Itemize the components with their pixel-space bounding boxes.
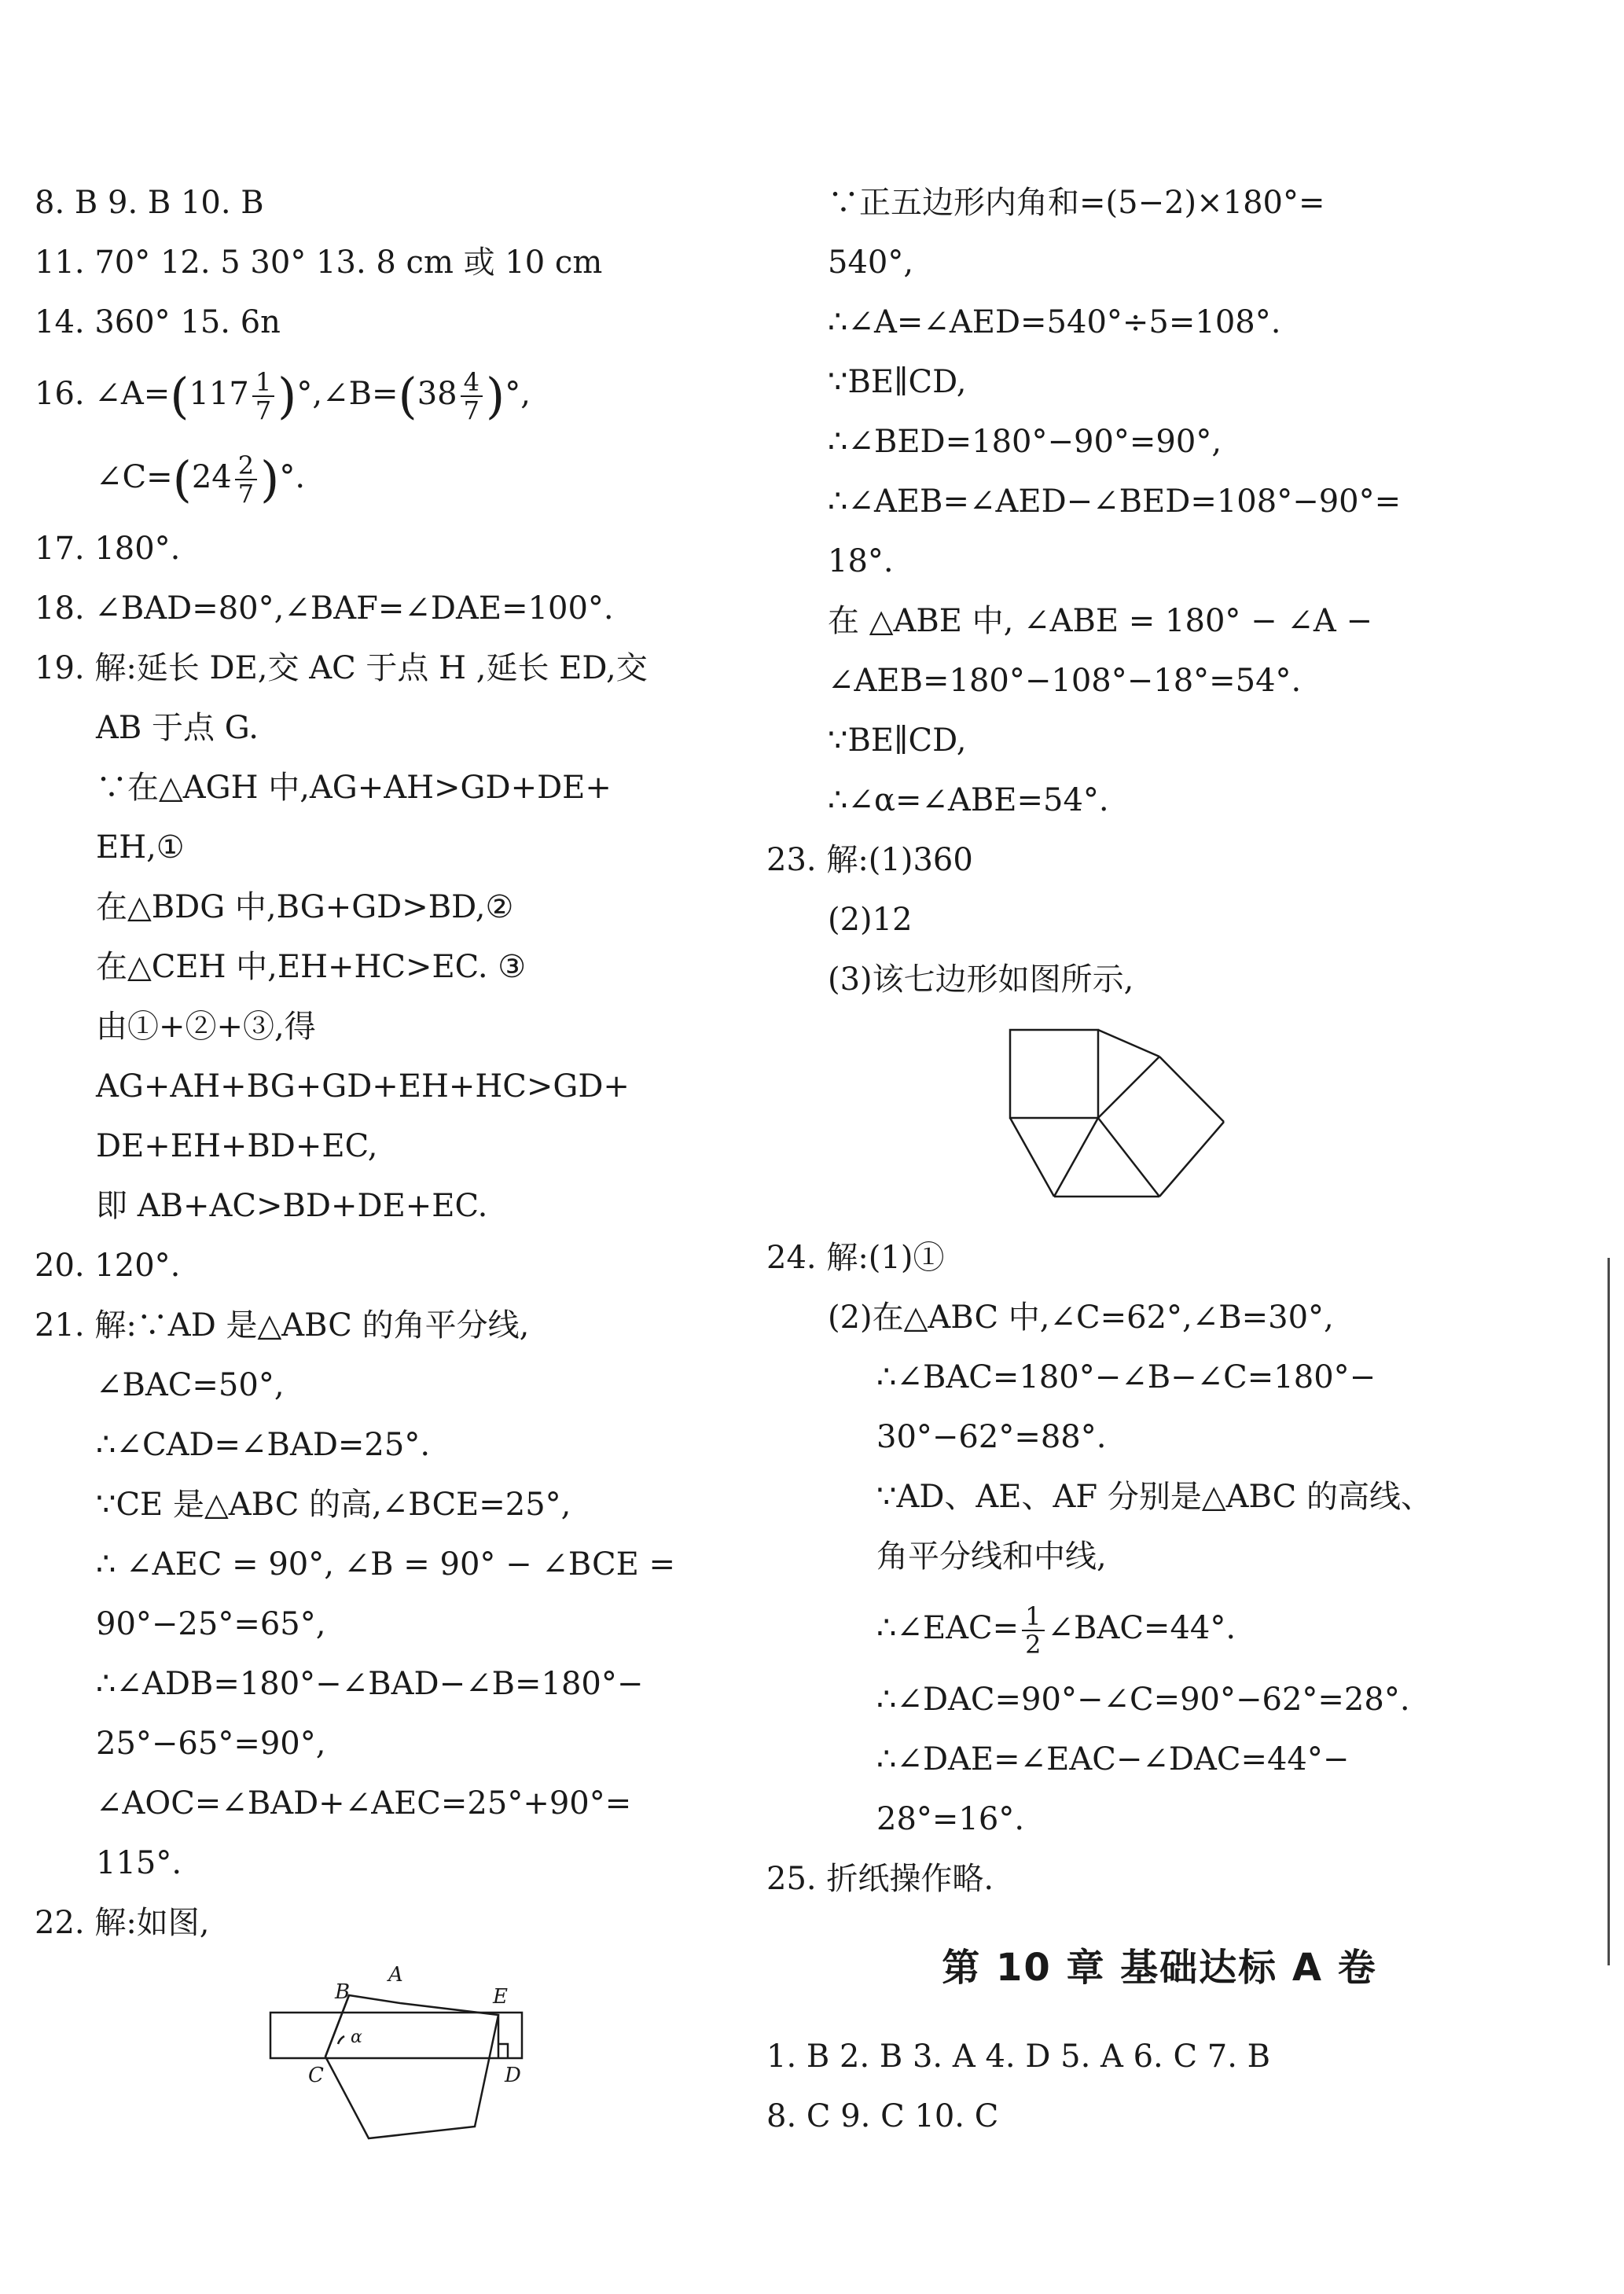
- answer-19-line: 在△CEH 中,EH+HC>EC. ③: [96, 949, 527, 985]
- answer-22-line: ∴∠BED=180°−90°=90°,: [828, 424, 1222, 460]
- answer-22-line: ∠AEB=180°−108°−18°=54°.: [828, 663, 1302, 699]
- answer-22-line: ∴∠AEB=∠AED−∠BED=108°−90°=: [828, 483, 1402, 520]
- chapter-answers-8-10: 8. C 9. C 10. C: [766, 2098, 999, 2134]
- page-edge-shadow: [1607, 1258, 1610, 1965]
- label-d: D: [505, 2064, 521, 2087]
- figure-23: [1002, 1016, 1552, 1228]
- answer-21-line: 25°−65°=90°,: [96, 1726, 326, 1762]
- answer-20: 20. 120°.: [35, 1248, 181, 1284]
- fraction: $\frac{1}{7}$: [252, 369, 274, 424]
- label-b: B: [335, 1980, 351, 2004]
- answer-24-line: ∵AD、AE、AF 分别是△ABC 的高线、: [876, 1479, 1432, 1515]
- answer-19-line: AG+AH+BG+GD+EH+HC>GD+: [96, 1068, 630, 1105]
- answer-22-line: ∵正五边形内角和=(5−2)×180°=: [828, 185, 1325, 221]
- answers-14-15: 14. 360° 15. 6n: [35, 304, 281, 340]
- answer-19-line: 即 AB+AC>BD+DE+EC.: [96, 1188, 488, 1224]
- answer-21-line: ∴∠CAD=∠BAD=25°.: [96, 1427, 431, 1463]
- answer-22-line: ∴∠α=∠ABE=54°.: [828, 782, 1109, 818]
- chapter-heading: 第 10 章 基础达标 A 卷: [942, 1946, 1377, 1990]
- answer-24-line: ∴∠DAC=90°−∠C=90°−62°=28°.: [876, 1682, 1410, 1718]
- answers-11-13: 11. 70° 12. 5 30° 13. 8 cm 或 10 cm: [35, 244, 603, 281]
- square-piece: [1010, 1030, 1098, 1118]
- answer-23-line: (2)12: [828, 902, 913, 938]
- answer-17: 17. 180°.: [35, 531, 181, 567]
- chapter-answers-1-7: 1. B 2. B 3. A 4. D 5. A 6. C 7. B: [766, 2038, 1271, 2075]
- answer-22-line: 在 △ABE 中, ∠ABE = 180° − ∠A −: [828, 603, 1372, 639]
- answer-24-line: ∴∠BAC=180°−∠B−∠C=180°−: [876, 1359, 1376, 1395]
- answer-19-line: AB 于点 G.: [96, 710, 259, 746]
- answer-18: 18. ∠BAD=80°,∠BAF=∠DAE=100°.: [35, 590, 614, 627]
- answer-22-line: ∵BE∥CD,: [828, 364, 967, 400]
- answer-19-line: 19. 解:延长 DE,交 AC 于点 H ,延长 ED,交: [35, 650, 648, 686]
- answer-22-line: ∴∠A=∠AED=540°÷5=108°.: [828, 304, 1281, 340]
- answer-19-line: 在△BDG 中,BG+GD>BD,②: [96, 889, 514, 925]
- answer-19-line: EH,①: [96, 829, 185, 866]
- answer-16-line2: ∠C=(24 $\frac{2}{7}$ )°.: [96, 450, 306, 509]
- answer-21-line: ∠AOC=∠BAD+∠AEC=25°+90°=: [96, 1785, 632, 1822]
- answer-25: 25. 折纸操作略.: [766, 1861, 994, 1897]
- figure-22: [263, 1958, 726, 2154]
- pentagon-strip-diagram: [263, 1958, 561, 2146]
- paper-strip: [270, 2013, 522, 2058]
- answer-22: 22. 解:如图,: [35, 1905, 210, 1941]
- answer-19-line: DE+EH+BD+EC,: [96, 1128, 378, 1164]
- answer-24-line: 28°=16°.: [876, 1801, 1025, 1837]
- answer-21-line: 115°.: [96, 1845, 182, 1881]
- fraction: $\frac{2}{7}$: [235, 452, 257, 507]
- pentagon: [325, 1995, 498, 2138]
- answer-24-line: ∴∠DAE=∠EAC−∠DAC=44°−: [876, 1741, 1350, 1777]
- label-alpha: α: [351, 2027, 362, 2047]
- answer-16-line1: 16. ∠A=(117 $\frac{1}{7}$ )°,∠B=(38 $\frac{4}{7}$ )°,: [35, 367, 531, 425]
- answer-22-line: ∵BE∥CD,: [828, 722, 967, 759]
- answer-19-line: ∵在△AGH 中,AG+AH>GD+DE+: [96, 770, 612, 806]
- right-column: [766, 173, 1552, 2146]
- answer-22-line: 18°.: [828, 543, 894, 579]
- answer-19-line: 由①+②+③,得: [96, 1009, 316, 1045]
- answer-21-line: ∵CE 是△ABC 的高,∠BCE=25°,: [96, 1487, 571, 1523]
- answer-24-line: 24. 解:(1)①: [766, 1240, 945, 1276]
- answer-24-line: ∴∠EAC= $\frac{1}{2}$ ∠BAC=44°.: [876, 1601, 1236, 1660]
- left-column: [35, 173, 726, 2154]
- answer-21-line: ∠BAC=50°,: [96, 1367, 285, 1403]
- answer-24-line: 角平分线和中线,: [876, 1539, 1107, 1575]
- label-a: A: [388, 1963, 403, 1987]
- answer-24-line: 30°−62°=88°.: [876, 1419, 1107, 1455]
- label-c: C: [308, 2064, 324, 2087]
- answer-23-line: (3)该七边形如图所示,: [828, 961, 1134, 998]
- answer-23-line: 23. 解:(1)360: [766, 842, 973, 878]
- answers-8-10: 8. B 9. B 10. B: [35, 185, 264, 221]
- answer-21-line: 90°−25°=65°,: [96, 1606, 326, 1642]
- label-e: E: [493, 1985, 508, 2009]
- answer-24-line: (2)在△ABC 中,∠C=62°,∠B=30°,: [828, 1300, 1334, 1336]
- heptagon-diagram: [1002, 1016, 1238, 1228]
- answer-21-line: ∴ ∠AEC = 90°, ∠B = 90° − ∠BCE =: [96, 1546, 676, 1583]
- answer-21-line: ∴∠ADB=180°−∠BAD−∠B=180°−: [96, 1666, 644, 1702]
- answer-22-line: 540°,: [828, 244, 914, 281]
- fraction: $\frac{1}{2}$: [1022, 1603, 1044, 1658]
- answer-21-line: 21. 解:∵AD 是△ABC 的角平分线,: [35, 1307, 530, 1344]
- fraction: $\frac{4}{7}$: [461, 369, 483, 424]
